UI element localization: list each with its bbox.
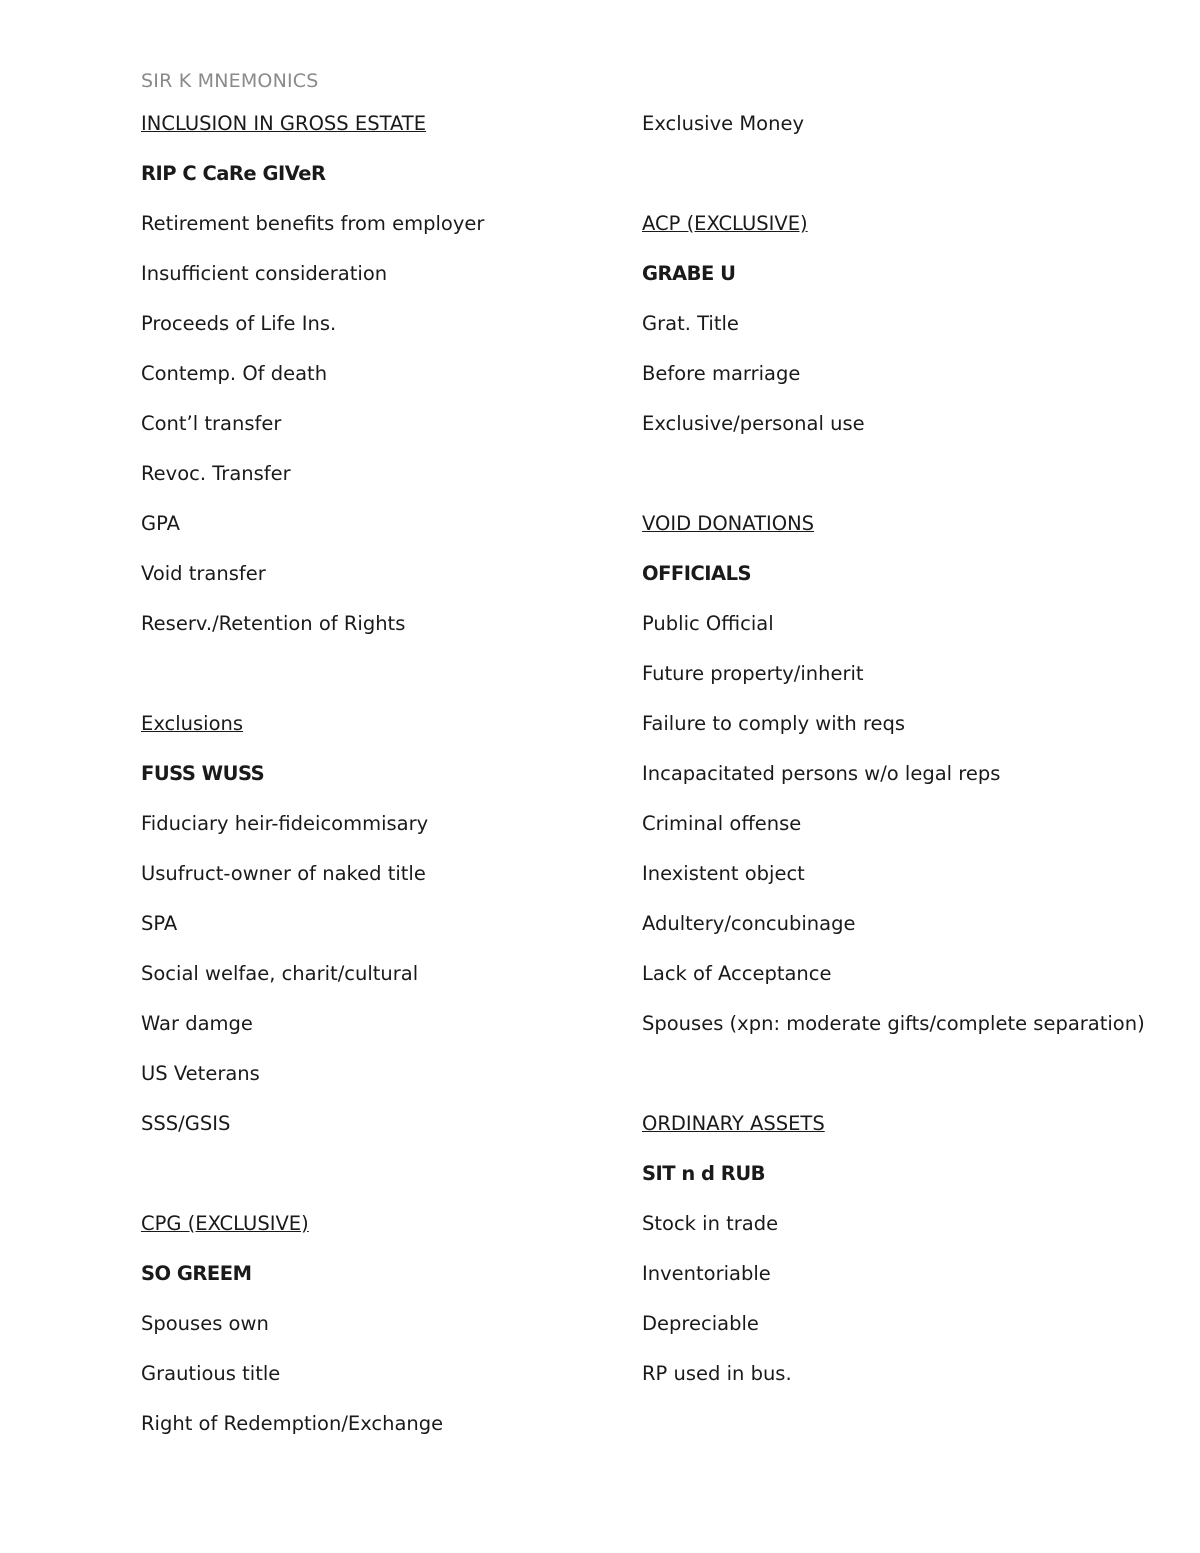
list-item: Social welfae, charit/cultural xyxy=(141,962,419,985)
list-item: RP used in bus. xyxy=(642,1362,792,1385)
list-item: Depreciable xyxy=(642,1312,759,1335)
list-item: Inexistent object xyxy=(642,862,805,885)
mnemonic: FUSS WUSS xyxy=(141,762,265,785)
list-item: Cont’l transfer xyxy=(141,412,282,435)
spacer xyxy=(642,457,1182,507)
list-item: GPA xyxy=(141,512,180,535)
list-item: Inventoriable xyxy=(642,1262,771,1285)
spacer xyxy=(141,657,611,707)
section-ordinary-assets xyxy=(642,1107,1182,1407)
list-item: Stock in trade xyxy=(642,1212,779,1235)
list-item: Exclusive/personal use xyxy=(642,412,865,435)
section-cpg-exclusive xyxy=(141,1207,611,1457)
list-item: Retirement benefits from employer xyxy=(141,212,485,235)
mnemonic: SO GREEM xyxy=(141,1262,252,1285)
right-column xyxy=(642,107,1182,1407)
list-item: Contemp. Of death xyxy=(141,362,328,385)
section-gross-estate xyxy=(141,107,611,657)
list-item: SSS/GSIS xyxy=(141,1112,231,1135)
list-item: Incapacitated persons w/o legal reps xyxy=(642,762,1001,785)
list-item: Revoc. Transfer xyxy=(141,462,291,485)
list-item: Lack of Acceptance xyxy=(642,962,832,985)
section-heading: VOID DONATIONS xyxy=(642,512,815,535)
list-item: SPA xyxy=(141,912,178,935)
list-item: Usufruct-owner of naked title xyxy=(141,862,426,885)
list-item: Grautious title xyxy=(141,1362,281,1385)
list-item: Spouses (xpn: moderate gifts/complete separation) xyxy=(642,1012,1145,1035)
list-item: Void transfer xyxy=(141,562,266,585)
list-item: Criminal offense xyxy=(642,812,802,835)
list-item: Right of Redemption/Exchange xyxy=(141,1412,444,1435)
list-item: US Veterans xyxy=(141,1062,260,1085)
list-item: Spouses own xyxy=(141,1312,269,1335)
list-item: War damge xyxy=(141,1012,253,1035)
section-acp-exclusive xyxy=(642,207,1182,457)
section-exclusions xyxy=(141,707,611,1157)
list-item: Exclusive Money xyxy=(642,112,804,135)
section-heading: ACP (EXCLUSIVE) xyxy=(642,212,808,235)
left-column xyxy=(141,107,611,1457)
mnemonic: SIT n d RUB xyxy=(642,1162,766,1185)
page-title: SIR K MNEMONICS xyxy=(141,70,319,92)
list-item: Public Official xyxy=(642,612,774,635)
mnemonic: OFFICIALS xyxy=(642,562,752,585)
list-item: Reserv./Retention of Rights xyxy=(141,612,406,635)
list-item: Before marriage xyxy=(642,362,801,385)
spacer xyxy=(642,157,1182,207)
list-item: Adultery/concubinage xyxy=(642,912,856,935)
list-item: Failure to comply with reqs xyxy=(642,712,906,735)
spacer xyxy=(642,1057,1182,1107)
section-heading: ORDINARY ASSETS xyxy=(642,1112,825,1135)
section-void-donations xyxy=(642,507,1182,1057)
section-heading: CPG (EXCLUSIVE) xyxy=(141,1212,309,1235)
list-item: Fiduciary heir-fideicommisary xyxy=(141,812,429,835)
list-item: Grat. Title xyxy=(642,312,739,335)
list-item: Proceeds of Life Ins. xyxy=(141,312,337,335)
spacer xyxy=(141,1157,611,1207)
list-item: Insufficient consideration xyxy=(141,262,388,285)
mnemonic: RIP C CaRe GIVeR xyxy=(141,162,326,185)
section-heading: Exclusions xyxy=(141,712,244,735)
section-heading: INCLUSION IN GROSS ESTATE xyxy=(141,112,427,135)
list-item: Future property/inherit xyxy=(642,662,864,685)
mnemonic: GRABE U xyxy=(642,262,736,285)
